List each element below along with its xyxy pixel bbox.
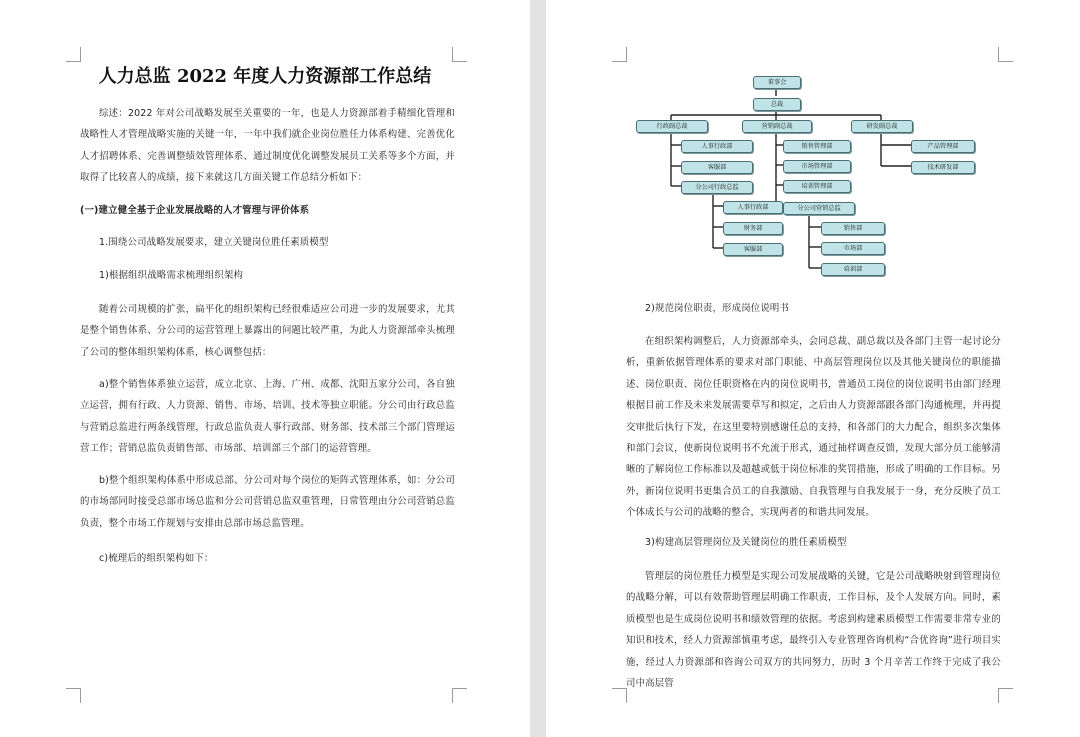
body-paragraph: c)梳理后的组织架构如下： <box>99 553 214 564</box>
org-node-branch-admin-dept: 财务部 <box>723 222 783 235</box>
org-node-sales-dept: 分公司营销总监 <box>783 202 855 215</box>
sub-heading: 3)构建高层管理岗位及关键岗位的胜任素质模型 <box>645 537 847 548</box>
org-node-admin-dept: 客服部 <box>681 161 753 174</box>
org-node-branch-sales-dept: 市场部 <box>821 242 885 255</box>
document-page-right <box>546 0 1080 737</box>
org-node-branch-admin-dept: 客服部 <box>723 243 783 256</box>
page-corner-mark <box>66 47 81 62</box>
document-page-left <box>0 0 530 737</box>
org-node-sales-vp: 营销副总裁 <box>742 120 812 133</box>
org-node-admin-vp: 行政副总裁 <box>636 120 708 133</box>
body-paragraph: b)整个组织架构体系中形成总部、分公司对每个岗位的矩阵式管理体系，如：分公司的市场部同时接受总部市场总监和分公司营销总监双重管理，日常管理由分公司营销总监负责，整个市场工作规划与安排由总部市场总监管理。 <box>80 475 455 529</box>
org-node-rd-dept: 产品管理部 <box>911 140 975 153</box>
org-node-branch-sales-dept: 培训部 <box>821 263 885 276</box>
body-paragraph: 在组织架构调整后，人力资源部牵头，会同总裁、副总裁以及各部门主管一起讨论分析，重新依据管理体系的要求对部门职能、中高层管理岗位以及其他关键岗位的职能描述、岗位职责、岗位任职资格在内的岗位说明书，普通员工岗位的岗位说明书由部门经理根据目前工作及未来发展需要草写和拟定，之后由人力资源部跟各部门沟通梳理，并再提交审批后执行下发，在这里要特别感谢任总的支持，和各部门的大力配合，组织多次集体和部门会议，使新岗位说明书不允流于形式，通过抽样调查反馈，发现大部分员工能够清晰的了解岗位工作标准以及超越或低于岗位标准的奖罚措施，形成了明确的工作目标。另外，新岗位说明书更集合员工的自我激励、自我管理与自我发展于一身，充分反映了员工个体成长与公司的战略的整合，实现两者的和谐共同发展。 <box>626 336 1001 519</box>
section-heading: (一)建立健全基于企业发展战略的人才管理与评价体系 <box>80 205 310 216</box>
body-paragraph: 管理层的岗位胜任力模型是实现公司发展战略的关键，它是公司战略映射到管理岗位的战略分解，可以有效帮助管理层明确工作职责，工作目标，及个人发展方向。同时，素质模型也是生成岗位说明书和绩效管理的依据。考虑到构建素质模型工作需要非常专业的知识和技术，经人力资源部慎重考虑，最终引入专业管理咨询机构“合优咨询”进行项目实施，经过人力资源部和咨询公司双方的共同努力，历时 3 个月辛苦工作终于完成了我公司中高层管 <box>626 571 1001 690</box>
intro-paragraph: 综述：2022 年对公司战略发展至关重要的一年，也是人力资源部着手精细化管理和战略性人才管理战略实施的关键一年，一年中我们就企业岗位胜任力体系构建、完善优化人才招聘体系、完善调整绩效管理体系、通过制度优化调整发展员工关系等多个方面，并取得了比较喜人的成绩，接下来就这几方面关键工作总结分析如下： <box>80 108 455 184</box>
page-corner-mark <box>998 47 1013 62</box>
org-chart-connectors <box>626 70 1006 280</box>
org-chart <box>626 70 1006 280</box>
page-corner-mark <box>452 47 467 62</box>
sub-heading: 1)根据组织战略需求梳理组织架构 <box>99 270 244 281</box>
org-node-admin-dept: 分公司行政总监 <box>681 181 753 194</box>
org-node-sales-dept: 培训管理部 <box>783 180 851 193</box>
page-corner-mark <box>612 47 627 62</box>
org-node-sales-dept: 市场管理部 <box>783 160 851 173</box>
body-paragraph: a)整个销售体系独立运营，成立北京、上海、广州、成都、沈阳五家分公司，各自独立运营，拥有行政、人力资源、销售、市场、培训、技术等独立职能。分公司由行政总监与营销总监进行两条线管理，行政总监负责人事行政部、财务部、技术部三个部门管理运营工作；营销总监负责销售部、市场部、培训部三个部门的运营管理。 <box>80 379 455 455</box>
page-corner-mark <box>452 688 467 703</box>
document-title: 人力总监 2022 年度人力资源部工作总结 <box>98 66 432 87</box>
org-node-board: 董事会 <box>753 76 801 89</box>
item-heading: 1.围绕公司战略发展要求，建立关键岗位胜任素质模型 <box>99 237 329 248</box>
org-node-ceo: 总裁 <box>753 98 801 111</box>
org-node-rd-dept: 技术研发部 <box>911 161 975 174</box>
org-node-rd-vp: 研发副总裁 <box>851 120 913 133</box>
body-paragraph: 随着公司规模的扩张，扁平化的组织架构已经很难适应公司进一步的发展要求，尤其是整个销售体系、分公司的运营管理上暴露出的问题比较严重，为此人力资源部牵头梳理了公司的整体组织架构体系，核心调整包括： <box>80 304 455 358</box>
page-corner-mark <box>66 688 81 703</box>
org-node-admin-dept: 人事行政部 <box>681 140 753 153</box>
page-gap <box>530 0 546 737</box>
page-corner-mark <box>612 688 627 703</box>
org-node-branch-admin-dept: 人事行政部 <box>723 201 783 214</box>
org-node-branch-sales-dept: 销售部 <box>821 222 885 235</box>
org-node-sales-dept: 销售管理部 <box>783 140 851 153</box>
sub-heading: 2)规范岗位职责，形成岗位说明书 <box>645 303 790 314</box>
